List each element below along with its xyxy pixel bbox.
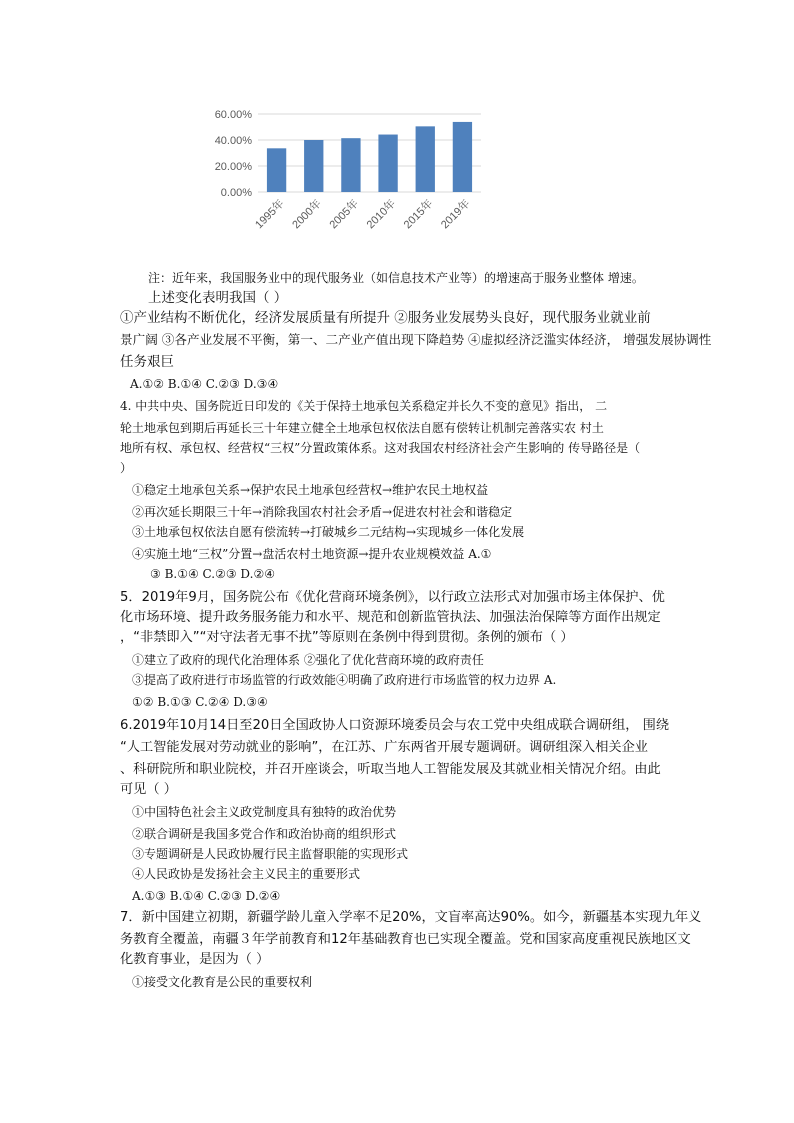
q6-choices: A.①③ B.①④ C.②③ D.②④ xyxy=(132,889,281,903)
x-tick-label: 2010年 xyxy=(364,197,399,232)
q4-stem-line3: 地所有权、承包权、经营权“三权”分置政策体系。这对我国农村经济社会产生影响的 传导路径是（ xyxy=(120,441,641,455)
bar-chart xyxy=(196,104,496,264)
q5-choices: ①② B.①③ C.②④ D.③④ xyxy=(132,695,268,709)
q5-option-3-4: ③提高了政府进行市场监管的行政效能④明确了政府进行市场监管的权力边界 A. xyxy=(132,673,557,687)
bar xyxy=(416,126,435,192)
bar xyxy=(378,135,397,192)
bar xyxy=(304,140,323,192)
q4-option-3: ③土地承包权依法自愿有偿流转→打破城乡二元结构→实现城乡一体化发展 xyxy=(132,525,525,539)
q6-stem-line2: “人工智能发展对劳动就业的影响”，在江苏、广东两省开展专题调研。调研组深入相关企业 xyxy=(120,740,648,755)
bar xyxy=(267,148,286,192)
q3-stem: 上述变化表明我国（ ） xyxy=(148,290,288,306)
q4-stem-line1: 4. 中共中央、国务院近日印发的《关于保持土地承包关系稳定并长久不变的意见》指出， 二 xyxy=(120,399,608,413)
q7-option-1: ①接受文化教育是公民的重要权利 xyxy=(132,975,313,989)
y-tick-label: 40.00% xyxy=(214,135,252,147)
q4-choices: ③ B.①④ C.②③ D.②④ xyxy=(150,567,275,581)
q6-option-3: ③专题调研是人民政协履行民主监督职能的实现形式 xyxy=(132,847,409,861)
bar xyxy=(453,122,472,192)
q6-stem-line4: 可见（ ） xyxy=(120,782,177,797)
q3-option-line1: ①产业结构不断优化，经济发展质量有所提升 ②服务业发展势头良好，现代服务业就业前 xyxy=(120,310,651,326)
x-tick-label: 2005年 xyxy=(327,197,362,232)
q7-stem-line3: 化教育事业，是因为（ ） xyxy=(120,952,270,967)
q6-option-1: ①中国特色社会主义政党制度具有独特的政治优势 xyxy=(132,805,397,819)
bar xyxy=(341,138,360,192)
y-tick-label: 0.00% xyxy=(220,187,252,199)
q3-choices: A.①② B.①④ C.②③ D.③④ xyxy=(130,377,279,391)
q6-option-4: ④人民政协是发扬社会主义民主的重要形式 xyxy=(132,867,361,881)
x-tick-label: 1995年 xyxy=(253,197,287,232)
q5-stem-line3: ，“非禁即入”“对守法者无事不扰”等原则在条例中得到贯彻。条例的颁布（ ） xyxy=(120,630,574,645)
y-tick-label: 60.00% xyxy=(214,109,252,121)
q5-stem-line1: 5．2019年9月，国务院公布《优化营商环境条例》，以行政立法形式对加强市场主体保护、优 xyxy=(120,590,665,605)
x-tick-label: 2000年 xyxy=(290,197,324,232)
q7-stem-line2: 务教育全覆盖，南疆３年学前教育和12年基础教育也已实现全覆盖。党和国家高度重视民族地区文 xyxy=(120,932,691,947)
x-tick-label: 2019年 xyxy=(438,197,473,232)
q3-option-line3: 任务艰巨 xyxy=(120,354,174,370)
q7-stem-line1: 7．新中国建立初期，新疆学龄儿童入学率不足20%，文盲率高达90%。如今，新疆基本实现九年义 xyxy=(120,910,702,925)
q4-stem-line2: 轮土地承包到期后再延长三十年建立健全土地承包权依法自愿有偿转让机制完善落实农 村土 xyxy=(120,421,604,435)
q4-stem-line4: ） xyxy=(120,461,133,475)
x-tick-label: 2015年 xyxy=(401,197,436,232)
y-tick-label: 20.00% xyxy=(214,161,252,173)
q4-option-4: ④实施土地“三权”分置→盘活农村土地资源→提升农业规模效益 A.① xyxy=(132,547,492,561)
q6-stem-line1: 6.2019年10月14日至20日全国政协人口资源环境委员会与农工党中央组成联合调研组， 围绕 xyxy=(120,718,670,733)
q5-option-1-2: ①建立了政府的现代化治理体系 ②强化了优化营商环境的政府责任 xyxy=(132,653,484,667)
q4-option-2: ②再次延长期限三十年→消除我国农村社会矛盾→促进农村社会和谐稳定 xyxy=(132,505,513,519)
q3-option-line2: 景广阔 ③各产业发展不平衡，第一、二产业产值出现下降趋势 ④虚拟经济泛滥实体经济， 增强发展协调性 xyxy=(120,332,712,347)
q4-option-1: ①稳定土地承包关系→保护农民土地承包经营权→维护农民土地权益 xyxy=(132,483,489,497)
q5-stem-line2: 化市场环境、提升政务服务能力和水平、规范和创新监管执法、加强法治保障等方面作出规定 xyxy=(120,610,661,625)
chart-note: 注：近年来，我国服务业中的现代服务业（如信息技术产业等）的增速高于服务业整体 增速。 xyxy=(148,271,644,285)
q6-stem-line3: 、科研院所和职业院校，并召开座谈会，听取当地人工智能发展及其就业相关情况介绍。由此 xyxy=(120,762,661,777)
q6-option-2: ②联合调研是我国多党合作和政治协商的组织形式 xyxy=(132,827,397,841)
